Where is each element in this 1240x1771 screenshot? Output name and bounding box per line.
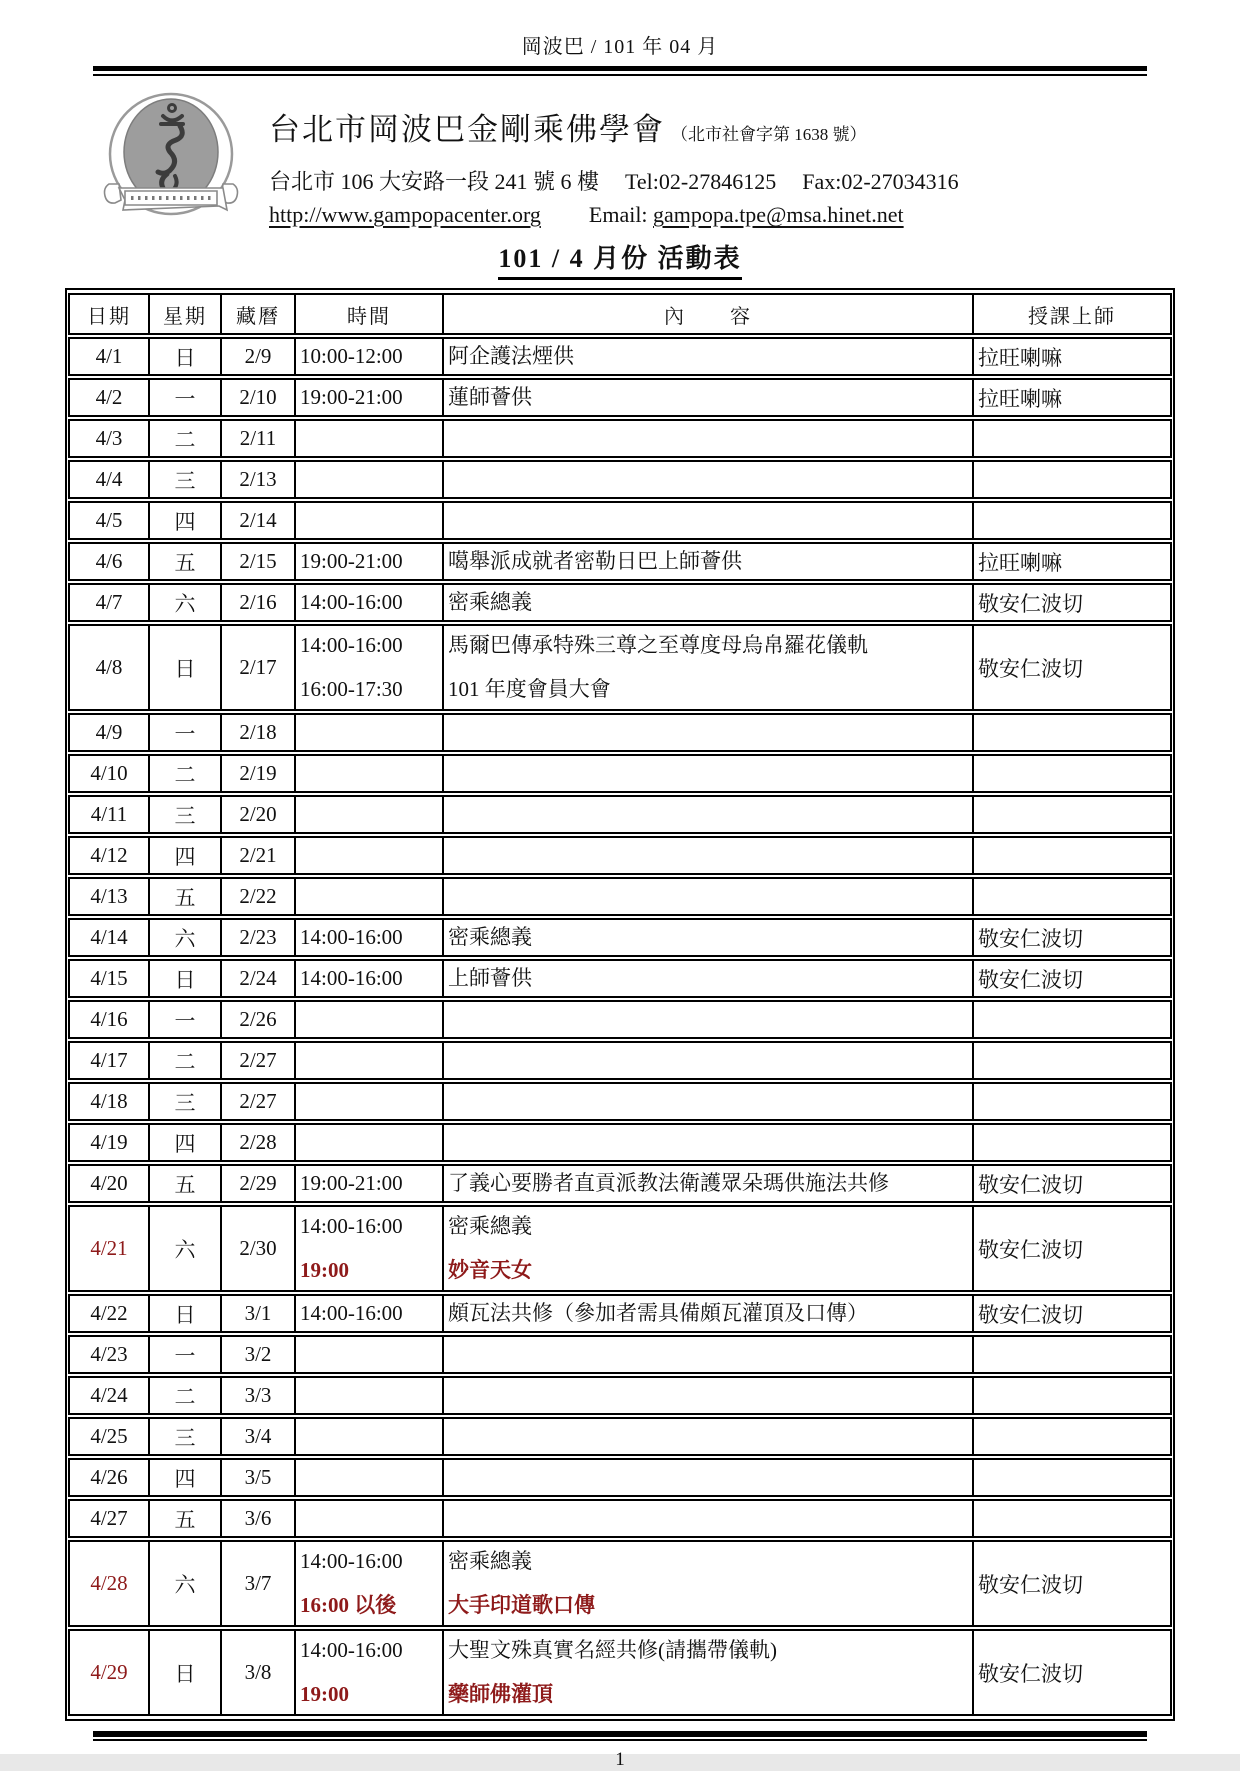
cell-time [296,1164,444,1203]
cell-content [444,1540,974,1627]
session-content: 藥師佛灌頂 [448,1682,553,1706]
schedule-row [68,1041,1172,1080]
session-content: 密乘總義 [448,1549,532,1573]
cell-time [296,1041,444,1080]
cell-tibetan: 2/28 [222,1123,296,1162]
cell-time [296,460,444,499]
schedule-row [68,1417,1172,1456]
cell-tibetan: 2/24 [222,959,296,998]
session-content: 馬爾巴傳承特殊三尊之至尊度母烏帛羅花儀軌 [448,633,868,657]
schedule-row [68,501,1172,540]
cell-teacher [974,1000,1172,1039]
cell-weekday: 三 [150,1417,222,1456]
cell-tibetan: 2/17 [222,624,296,711]
cell-date: 4/8 [68,624,150,711]
cell-date: 4/21 [68,1205,150,1292]
cell-time [296,1000,444,1039]
cell-teacher: 敬安仁波切 [974,959,1172,998]
cell-date: 4/20 [68,1164,150,1203]
cell-tibetan: 2/29 [222,1164,296,1203]
session-time: 16:00 以後 [300,1593,397,1617]
cell-time [296,959,444,998]
cell-time [296,754,444,793]
session-content: 上師薈供 [448,966,532,990]
cell-date: 4/15 [68,959,150,998]
header-rule [93,66,1147,76]
schedule-row [68,918,1172,957]
cell-date: 4/1 [68,337,150,376]
cell-teacher [974,1499,1172,1538]
session-time: 19:00-21:00 [300,1171,403,1195]
cell-tibetan: 3/5 [222,1458,296,1497]
cell-time [296,1082,444,1121]
cell-tibetan: 3/2 [222,1335,296,1374]
schedule-table-wrap [65,288,1175,1721]
schedule-row [68,1499,1172,1538]
schedule-row [68,1164,1172,1203]
cell-content [444,1335,974,1374]
cell-teacher: 敬安仁波切 [974,624,1172,711]
cell-tibetan: 2/11 [222,419,296,458]
schedule-row [68,713,1172,752]
cell-tibetan: 2/30 [222,1205,296,1292]
web-line [269,202,959,228]
cell-date: 4/16 [68,1000,150,1039]
schedule-title: 101 / 4 月份 活動表 [498,238,741,280]
col-header-content: 內 容 [444,293,974,335]
schedule-row [68,1540,1172,1627]
cell-teacher [974,1335,1172,1374]
session-time: 16:00-17:30 [300,677,403,701]
schedule-row [68,1458,1172,1497]
session-time: 14:00-16:00 [300,1214,403,1238]
cell-tibetan: 2/16 [222,583,296,622]
cell-time [296,624,444,711]
cell-weekday: 六 [150,1205,222,1292]
cell-time [296,1376,444,1415]
cell-date: 4/6 [68,542,150,581]
cell-date: 4/4 [68,460,150,499]
cell-tibetan: 2/22 [222,877,296,916]
cell-weekday: 三 [150,1082,222,1121]
cell-tibetan: 3/1 [222,1294,296,1333]
cell-weekday: 一 [150,713,222,752]
session-content: 妙音天女 [448,1258,532,1282]
cell-date: 4/17 [68,1041,150,1080]
cell-time [296,1205,444,1292]
schedule-row [68,1082,1172,1121]
session-time: 19:00 [300,1682,349,1706]
session-content: 蓮師薈供 [448,385,532,409]
cell-time [296,1417,444,1456]
cell-weekday: 二 [150,419,222,458]
cell-tibetan: 2/21 [222,836,296,875]
session-content: 密乘總義 [448,925,532,949]
cell-weekday: 六 [150,918,222,957]
cell-weekday: 三 [150,795,222,834]
col-header-weekday: 星期 [150,293,222,335]
session-content: 噶舉派成就者密勒日巴上師薈供 [448,549,742,573]
schedule-title-wrap [0,238,1240,280]
cell-teacher: 拉旺喇嘛 [974,542,1172,581]
cell-tibetan: 3/8 [222,1629,296,1716]
cell-date: 4/12 [68,836,150,875]
session-content: 大聖文殊真實名經共修(請攜帶儀軌) [448,1638,777,1662]
cell-tibetan: 3/6 [222,1499,296,1538]
cell-content [444,918,974,957]
cell-date: 4/26 [68,1458,150,1497]
schedule-row [68,795,1172,834]
running-head: 岡波巴 / 101 年 04 月 [521,36,719,58]
cell-time [296,877,444,916]
schedule-row [68,542,1172,581]
cell-date: 4/28 [68,1540,150,1627]
cell-time [296,1123,444,1162]
cell-tibetan: 2/19 [222,754,296,793]
cell-weekday: 四 [150,836,222,875]
cell-weekday: 四 [150,1123,222,1162]
session-content: 大手印道歌口傳 [448,1593,595,1617]
cell-time [296,378,444,417]
cell-tibetan: 2/10 [222,378,296,417]
cell-date: 4/22 [68,1294,150,1333]
schedule-row [68,1629,1172,1716]
cell-teacher [974,1123,1172,1162]
cell-date: 4/25 [68,1417,150,1456]
cell-tibetan: 2/18 [222,713,296,752]
org-registration: （北市社會字第 1638 號） [671,125,867,144]
cell-content [444,460,974,499]
org-line [269,104,959,149]
cell-date: 4/2 [68,378,150,417]
cell-weekday: 日 [150,1294,222,1333]
cell-teacher: 敬安仁波切 [974,1294,1172,1333]
cell-weekday: 日 [150,624,222,711]
cell-date: 4/19 [68,1123,150,1162]
address-line [269,165,959,196]
cell-content [444,337,974,376]
col-header-tibetan: 藏曆 [222,293,296,335]
session-time: 19:00-21:00 [300,385,403,409]
schedule-table-body [68,337,1172,1716]
cell-tibetan: 2/27 [222,1041,296,1080]
cell-content [444,1164,974,1203]
cell-date: 4/11 [68,795,150,834]
cell-weekday: 六 [150,1540,222,1627]
cell-content [444,1294,974,1333]
cell-content [444,501,974,540]
cell-content [444,713,974,752]
session-time: 10:00-12:00 [300,344,403,368]
cell-time [296,795,444,834]
cell-content [444,1458,974,1497]
cell-time [296,1294,444,1333]
org-tel: Tel:02-27846125 [625,169,777,194]
letterhead-text [269,92,959,228]
session-content: 阿企護法煙供 [448,344,574,368]
org-email: gampopa.tpe@msa.hinet.net [653,202,904,227]
session-content: 了義心要勝者直貢派教法衛護眾朵瑪供施法共修 [448,1171,889,1195]
cell-date: 4/5 [68,501,150,540]
cell-content [444,836,974,875]
cell-date: 4/7 [68,583,150,622]
session-content: 101 年度會員大會 [448,677,611,701]
schedule-row [68,378,1172,417]
cell-teacher: 敬安仁波切 [974,1164,1172,1203]
cell-content [444,1376,974,1415]
schedule-row [68,624,1172,711]
cell-content [444,583,974,622]
cell-time [296,1499,444,1538]
cell-tibetan: 2/14 [222,501,296,540]
cell-teacher [974,713,1172,752]
cell-tibetan: 3/4 [222,1417,296,1456]
cell-content [444,542,974,581]
cell-content [444,378,974,417]
schedule-row [68,836,1172,875]
table-header-row [68,293,1172,335]
cell-tibetan: 3/3 [222,1376,296,1415]
col-header-time: 時間 [296,293,444,335]
cell-time [296,836,444,875]
schedule-row [68,337,1172,376]
cell-teacher [974,754,1172,793]
cell-content [444,1123,974,1162]
cell-time [296,1335,444,1374]
cell-date: 4/27 [68,1499,150,1538]
session-time: 14:00-16:00 [300,1638,403,1662]
cell-teacher [974,836,1172,875]
schedule-row [68,877,1172,916]
cell-teacher [974,460,1172,499]
col-header-date: 日期 [68,293,150,335]
org-address: 台北市 106 大安路一段 241 號 6 樓 [269,169,600,194]
cell-content [444,959,974,998]
cell-tibetan: 2/23 [222,918,296,957]
cell-time [296,419,444,458]
col-header-teacher: 授課上師 [974,293,1172,335]
session-time: 14:00-16:00 [300,1301,403,1325]
cell-teacher [974,419,1172,458]
center-emblem-logo [95,92,247,230]
cell-date: 4/3 [68,419,150,458]
cell-teacher: 敬安仁波切 [974,1205,1172,1292]
cell-content [444,1041,974,1080]
cell-teacher [974,1041,1172,1080]
cell-weekday: 二 [150,754,222,793]
cell-time [296,542,444,581]
cell-weekday: 五 [150,1499,222,1538]
session-content: 密乘總義 [448,590,532,614]
session-time: 14:00-16:00 [300,925,403,949]
cell-content [444,419,974,458]
cell-tibetan: 2/27 [222,1082,296,1121]
session-time: 14:00-16:00 [300,633,403,657]
cell-time [296,583,444,622]
cell-date: 4/23 [68,1335,150,1374]
cell-tibetan: 3/7 [222,1540,296,1627]
cell-weekday: 四 [150,1458,222,1497]
cell-time [296,1540,444,1627]
cell-time [296,337,444,376]
session-time: 19:00 [300,1258,349,1282]
letterhead [95,92,1145,230]
cell-content [444,1205,974,1292]
cell-date: 4/24 [68,1376,150,1415]
cell-weekday: 日 [150,959,222,998]
cell-weekday: 日 [150,1629,222,1716]
cell-date: 4/13 [68,877,150,916]
schedule-row [68,419,1172,458]
cell-teacher [974,1082,1172,1121]
page-number: 1 [615,1749,625,1770]
cell-weekday: 三 [150,460,222,499]
footer-rule [93,1731,1147,1741]
cell-content [444,1000,974,1039]
cell-content [444,1629,974,1716]
cell-content [444,1417,974,1456]
cell-weekday: 一 [150,1000,222,1039]
cell-time [296,1458,444,1497]
schedule-table [68,291,1172,1718]
cell-teacher [974,1417,1172,1456]
org-name: 台北市岡波巴金剛乘佛學會 [269,112,665,147]
session-time: 14:00-16:00 [300,1549,403,1573]
schedule-row [68,1000,1172,1039]
cell-date: 4/18 [68,1082,150,1121]
schedule-row [68,1376,1172,1415]
cell-weekday: 一 [150,378,222,417]
schedule-row [68,1335,1172,1374]
cell-tibetan: 2/15 [222,542,296,581]
schedule-row [68,959,1172,998]
cell-date: 4/9 [68,713,150,752]
cell-date: 4/29 [68,1629,150,1716]
cell-time [296,1629,444,1716]
cell-time [296,918,444,957]
schedule-row [68,583,1172,622]
cell-weekday: 五 [150,877,222,916]
cell-teacher: 敬安仁波切 [974,918,1172,957]
cell-time [296,713,444,752]
session-time: 14:00-16:00 [300,966,403,990]
cell-content [444,1499,974,1538]
cell-time [296,501,444,540]
cell-weekday: 二 [150,1376,222,1415]
session-time: 19:00-21:00 [300,549,403,573]
org-fax: Fax:02-27034316 [802,169,959,194]
cell-teacher [974,501,1172,540]
cell-teacher: 敬安仁波切 [974,1540,1172,1627]
cell-content [444,1082,974,1121]
cell-teacher: 拉旺喇嘛 [974,378,1172,417]
cell-teacher: 敬安仁波切 [974,1629,1172,1716]
cell-teacher [974,877,1172,916]
cell-content [444,754,974,793]
cell-content [444,624,974,711]
cell-teacher [974,795,1172,834]
schedule-row [68,460,1172,499]
schedule-row [68,1294,1172,1333]
cell-weekday: 五 [150,1164,222,1203]
schedule-row [68,754,1172,793]
email-label: Email: [588,202,648,227]
cell-weekday: 四 [150,501,222,540]
cell-teacher [974,1376,1172,1415]
cell-date: 4/10 [68,754,150,793]
session-time: 14:00-16:00 [300,590,403,614]
cell-tibetan: 2/9 [222,337,296,376]
cell-tibetan: 2/20 [222,795,296,834]
cell-date: 4/14 [68,918,150,957]
schedule-row [68,1205,1172,1292]
cell-tibetan: 2/13 [222,460,296,499]
cell-teacher [974,1458,1172,1497]
cell-teacher: 拉旺喇嘛 [974,337,1172,376]
session-content: 密乘總義 [448,1214,532,1238]
cell-weekday: 二 [150,1041,222,1080]
org-website: http://www.gampopacenter.org [269,202,541,227]
cell-weekday: 五 [150,542,222,581]
session-content: 頗瓦法共修（參加者需具備頗瓦灌頂及口傳） [448,1301,868,1325]
cell-teacher: 敬安仁波切 [974,583,1172,622]
cell-weekday: 一 [150,1335,222,1374]
cell-content [444,877,974,916]
cell-tibetan: 2/26 [222,1000,296,1039]
schedule-row [68,1123,1172,1162]
cell-content [444,795,974,834]
cell-weekday: 六 [150,583,222,622]
cell-weekday: 日 [150,337,222,376]
